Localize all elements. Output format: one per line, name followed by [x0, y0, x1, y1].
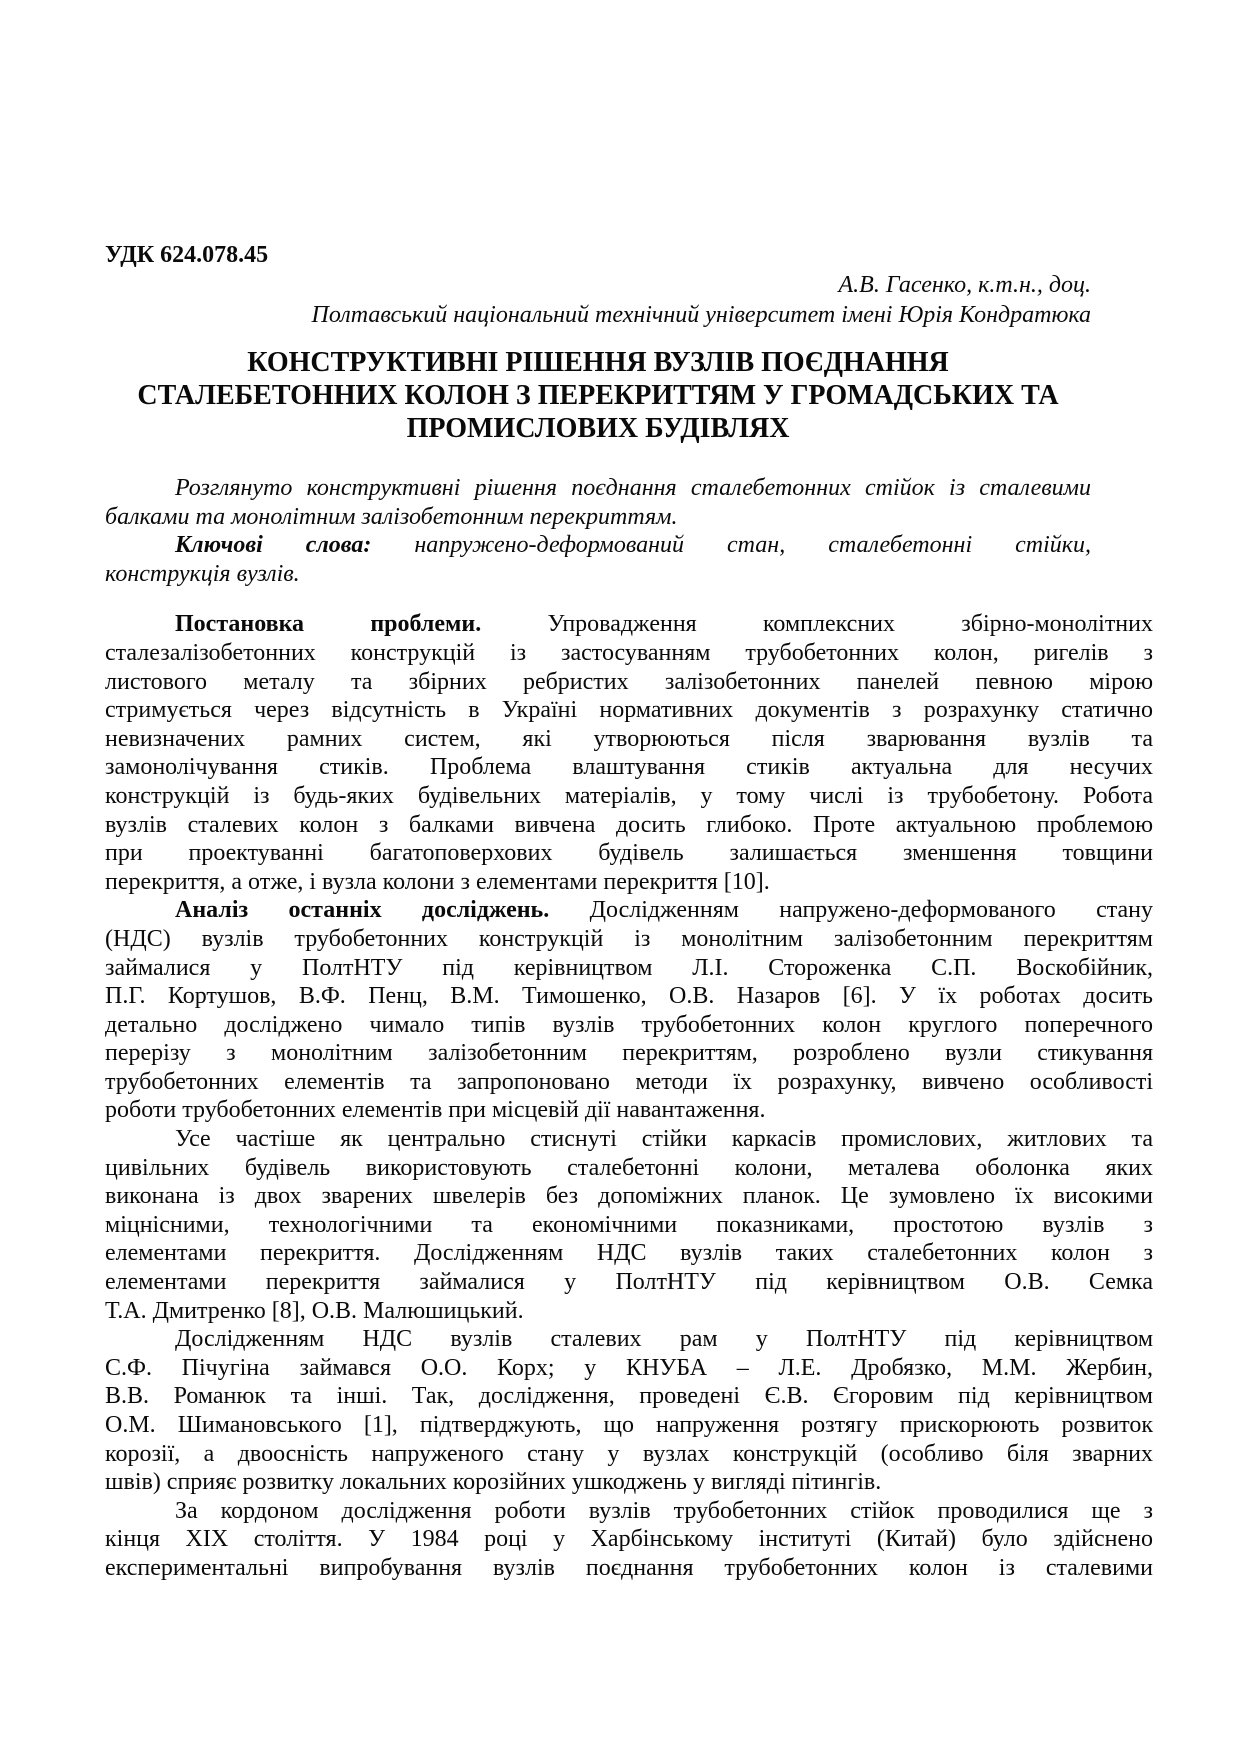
- text-line: [105, 560, 1091, 589]
- paragraph-text: трубобетонних елементів та запропоновано методи їх розрахунку, вивчено особливості: [105, 1068, 1153, 1095]
- paragraph-lead: Аналіз останніх досліджень.: [175, 897, 590, 924]
- text-line: [105, 696, 1153, 725]
- paragraph-text: корозії, а двоосність напруженого стану у вузлах конструкцій (особливо біля зварних: [105, 1440, 1153, 1467]
- text-line: [105, 1440, 1153, 1469]
- text-line: [105, 1211, 1153, 1240]
- text-line: [105, 868, 1153, 897]
- text-line: [105, 1154, 1153, 1183]
- paragraph-lead: Ключові слова:: [175, 532, 415, 559]
- paragraph-text: невизначених рамних систем, які утворюються після зварювання вузлів та: [105, 725, 1153, 752]
- text-line: [105, 1125, 1153, 1154]
- text-line: [105, 1354, 1153, 1383]
- text-line: [105, 1325, 1153, 1354]
- text-line: [105, 753, 1153, 782]
- text-line: [105, 1297, 1153, 1326]
- text-line: [105, 1182, 1153, 1211]
- text-line: [105, 1239, 1153, 1268]
- text-line: [105, 1525, 1153, 1554]
- article-title-line-2: СТАЛЕБЕТОННИХ КОЛОН З ПЕРЕКРИТТЯМ У ГРОМАДСЬКИХ ТА: [137, 380, 1059, 411]
- text-line: [105, 1411, 1153, 1440]
- foreign-research-paragraph: [105, 1497, 1153, 1583]
- text-line: [105, 610, 1153, 639]
- paragraph-text: С.Ф. Пічугіна займався О.О. Корх; у КНУБА – Л.Е. Дробязко, М.М. Жербин,: [105, 1354, 1153, 1381]
- text-line: [105, 503, 1091, 532]
- paragraphs: [105, 474, 1153, 1583]
- paragraph-text: виконана із двох зварених швелерів без допоміжних планок. Це зумовлено їх високими: [105, 1183, 1153, 1210]
- abstract-paragraph: [105, 474, 1153, 531]
- udc-number: УДК 624.078.45: [105, 242, 269, 268]
- paragraph-text: цивільних будівель використовують сталебетонні колони, металева оболонка яких: [105, 1154, 1153, 1181]
- paragraph-text: Розглянуто конструктивні рішення поєднання сталебетонних стійок із сталевими: [175, 475, 1091, 501]
- text-line: [105, 474, 1091, 503]
- paragraph-text: швів) сприяє розвитку локальних корозійних ушкоджень у вигляді пітингів.: [105, 1469, 882, 1496]
- text-line: [105, 925, 1153, 954]
- text-line: [105, 668, 1153, 697]
- keywords-paragraph: [105, 531, 1153, 588]
- paragraph-text: міцнісними, технологічними та економічними показниками, простотою вузлів з: [105, 1211, 1153, 1238]
- paragraph-text: напружено-деформований стан, сталебетонні стійки,: [414, 532, 1091, 559]
- paragraph-text: Упровадження комплексних збірно-монолітних: [547, 611, 1153, 638]
- text-line: [105, 1068, 1153, 1097]
- paragraph-lead: Постановка проблеми.: [175, 611, 548, 638]
- paragraph-text: листового металу та збірних ребристих залізобетонних панелей певною мірою: [105, 668, 1153, 695]
- paragraph-text: (НДС) вузлів трубобетонних конструкцій із монолітним залізобетонним перекриттям: [105, 925, 1153, 952]
- text-line: [105, 1554, 1153, 1583]
- recent-research-paragraph: [105, 896, 1153, 1125]
- paragraph-text: Усе частіше як центрально стиснуті стійки каркасів промислових, житлових та: [175, 1126, 1153, 1153]
- text-line: [105, 1497, 1153, 1526]
- paragraph-text: вузлів сталевих колон з балками вивчена досить глибоко. Проте актуальною проблемою: [105, 811, 1153, 838]
- text-line: [105, 725, 1153, 754]
- paragraph-text: балками та монолітним залізобетонним перекриттям.: [105, 503, 678, 530]
- steel-frames-paragraph: [105, 1325, 1153, 1497]
- text-line: [105, 1096, 1153, 1125]
- paragraph-text: експериментальні випробування вузлів поєднання трубобетонних колон із сталевими: [105, 1554, 1153, 1581]
- paragraph-text: перерізу з монолітним залізобетонним перекриттям, розроблено вузли стикування: [105, 1040, 1153, 1067]
- text-line: [105, 1039, 1153, 1068]
- paragraph-text: Дослідженням напружено-деформованого стану: [589, 897, 1153, 924]
- paragraph-text: сталезалізобетонних конструкцій із застосуванням трубобетонних колон, ригелів з: [105, 639, 1153, 666]
- paragraph-text: В.В. Романюк та інші. Так, дослідження, проведені Є.В. Єгоровим під керівництвом: [105, 1383, 1153, 1410]
- paragraph-text: роботи трубобетонних елементів при місцевій дії навантаження.: [105, 1097, 766, 1124]
- paragraph-text: елементами перекриття займалися у ПолтНТУ під керівництвом О.В. Семка: [105, 1269, 1153, 1296]
- text-line: [105, 811, 1153, 840]
- paragraph-text: Дослідженням НДС вузлів сталевих рам у ПолтНТУ під керівництвом: [175, 1326, 1153, 1353]
- paragraph-text: детально досліджено чимало типів вузлів трубобетонних колон круглого поперечного: [105, 1011, 1153, 1038]
- text-line: [105, 531, 1091, 560]
- article-title-line-1: КОНСТРУКТИВНІ РІШЕННЯ ВУЗЛІВ ПОЄДНАННЯ: [247, 347, 949, 378]
- text-line: [105, 1011, 1153, 1040]
- paragraph-text: стримується через відсутність в Україні нормативних документів з розрахунку статично: [105, 697, 1153, 724]
- text-line: [105, 1382, 1153, 1411]
- text-line: [105, 982, 1153, 1011]
- text-line: [105, 639, 1153, 668]
- paragraph-text: при проектуванні багатоповерхових будівель залишається зменшення товщини: [105, 840, 1153, 867]
- problem-statement-paragraph: [105, 610, 1153, 896]
- paragraph-text: замонолічування стиків. Проблема влаштування стиків актуальна для несучих: [105, 754, 1153, 781]
- paragraph-text: займалися у ПолтНТУ під керівництвом Л.І. Стороженка С.П. Воскобійник,: [105, 954, 1153, 981]
- article-title-line-3: ПРОМИСЛОВИХ БУДІВЛЯХ: [406, 413, 790, 444]
- page-content: [105, 0, 1153, 1583]
- text-line: [105, 954, 1153, 983]
- paragraph-text: перекриття, а отже, і вузла колони з елементами перекриття [10].: [105, 868, 770, 895]
- text-line: [105, 896, 1153, 925]
- paragraph-text: кінця XIX століття. У 1984 році у Харбінському інституті (Китай) було здійснено: [105, 1526, 1153, 1553]
- paragraph-text: конструкція вузлів.: [105, 560, 300, 587]
- text-line: [105, 782, 1153, 811]
- steel-concrete-columns-paragraph: [105, 1125, 1153, 1325]
- paragraph-text: Т.А. Дмитренко [8], О.В. Малюшицький.: [105, 1297, 524, 1324]
- paragraph-text: конструкцій із будь-яких будівельних матеріалів, у тому числі із трубобетону. Робота: [105, 782, 1153, 809]
- paragraph-text: елементами перекриття. Дослідженням НДС вузлів таких сталебетонних колон з: [105, 1240, 1153, 1267]
- paragraph-text: За кордоном дослідження роботи вузлів трубобетонних стійок проводилися ще з: [175, 1497, 1153, 1524]
- author-affiliation: Полтавський національний технічний університет імені Юрія Кондратюка: [311, 302, 1091, 328]
- author-byline: А.В. Гасенко, к.т.н., доц.: [838, 272, 1091, 298]
- article-title: [105, 346, 1153, 445]
- paragraph-text: П.Г. Кортушов, В.Ф. Пенц, В.М. Тимошенко, О.В. Назаров [6]. У їх роботах досить: [105, 983, 1153, 1010]
- text-line: [105, 1268, 1153, 1297]
- text-line: [105, 839, 1153, 868]
- text-line: [105, 1468, 1153, 1497]
- paragraph-text: О.М. Шимановського [1], підтверджують, що напруження розтягу прискорюють розвиток: [105, 1412, 1153, 1438]
